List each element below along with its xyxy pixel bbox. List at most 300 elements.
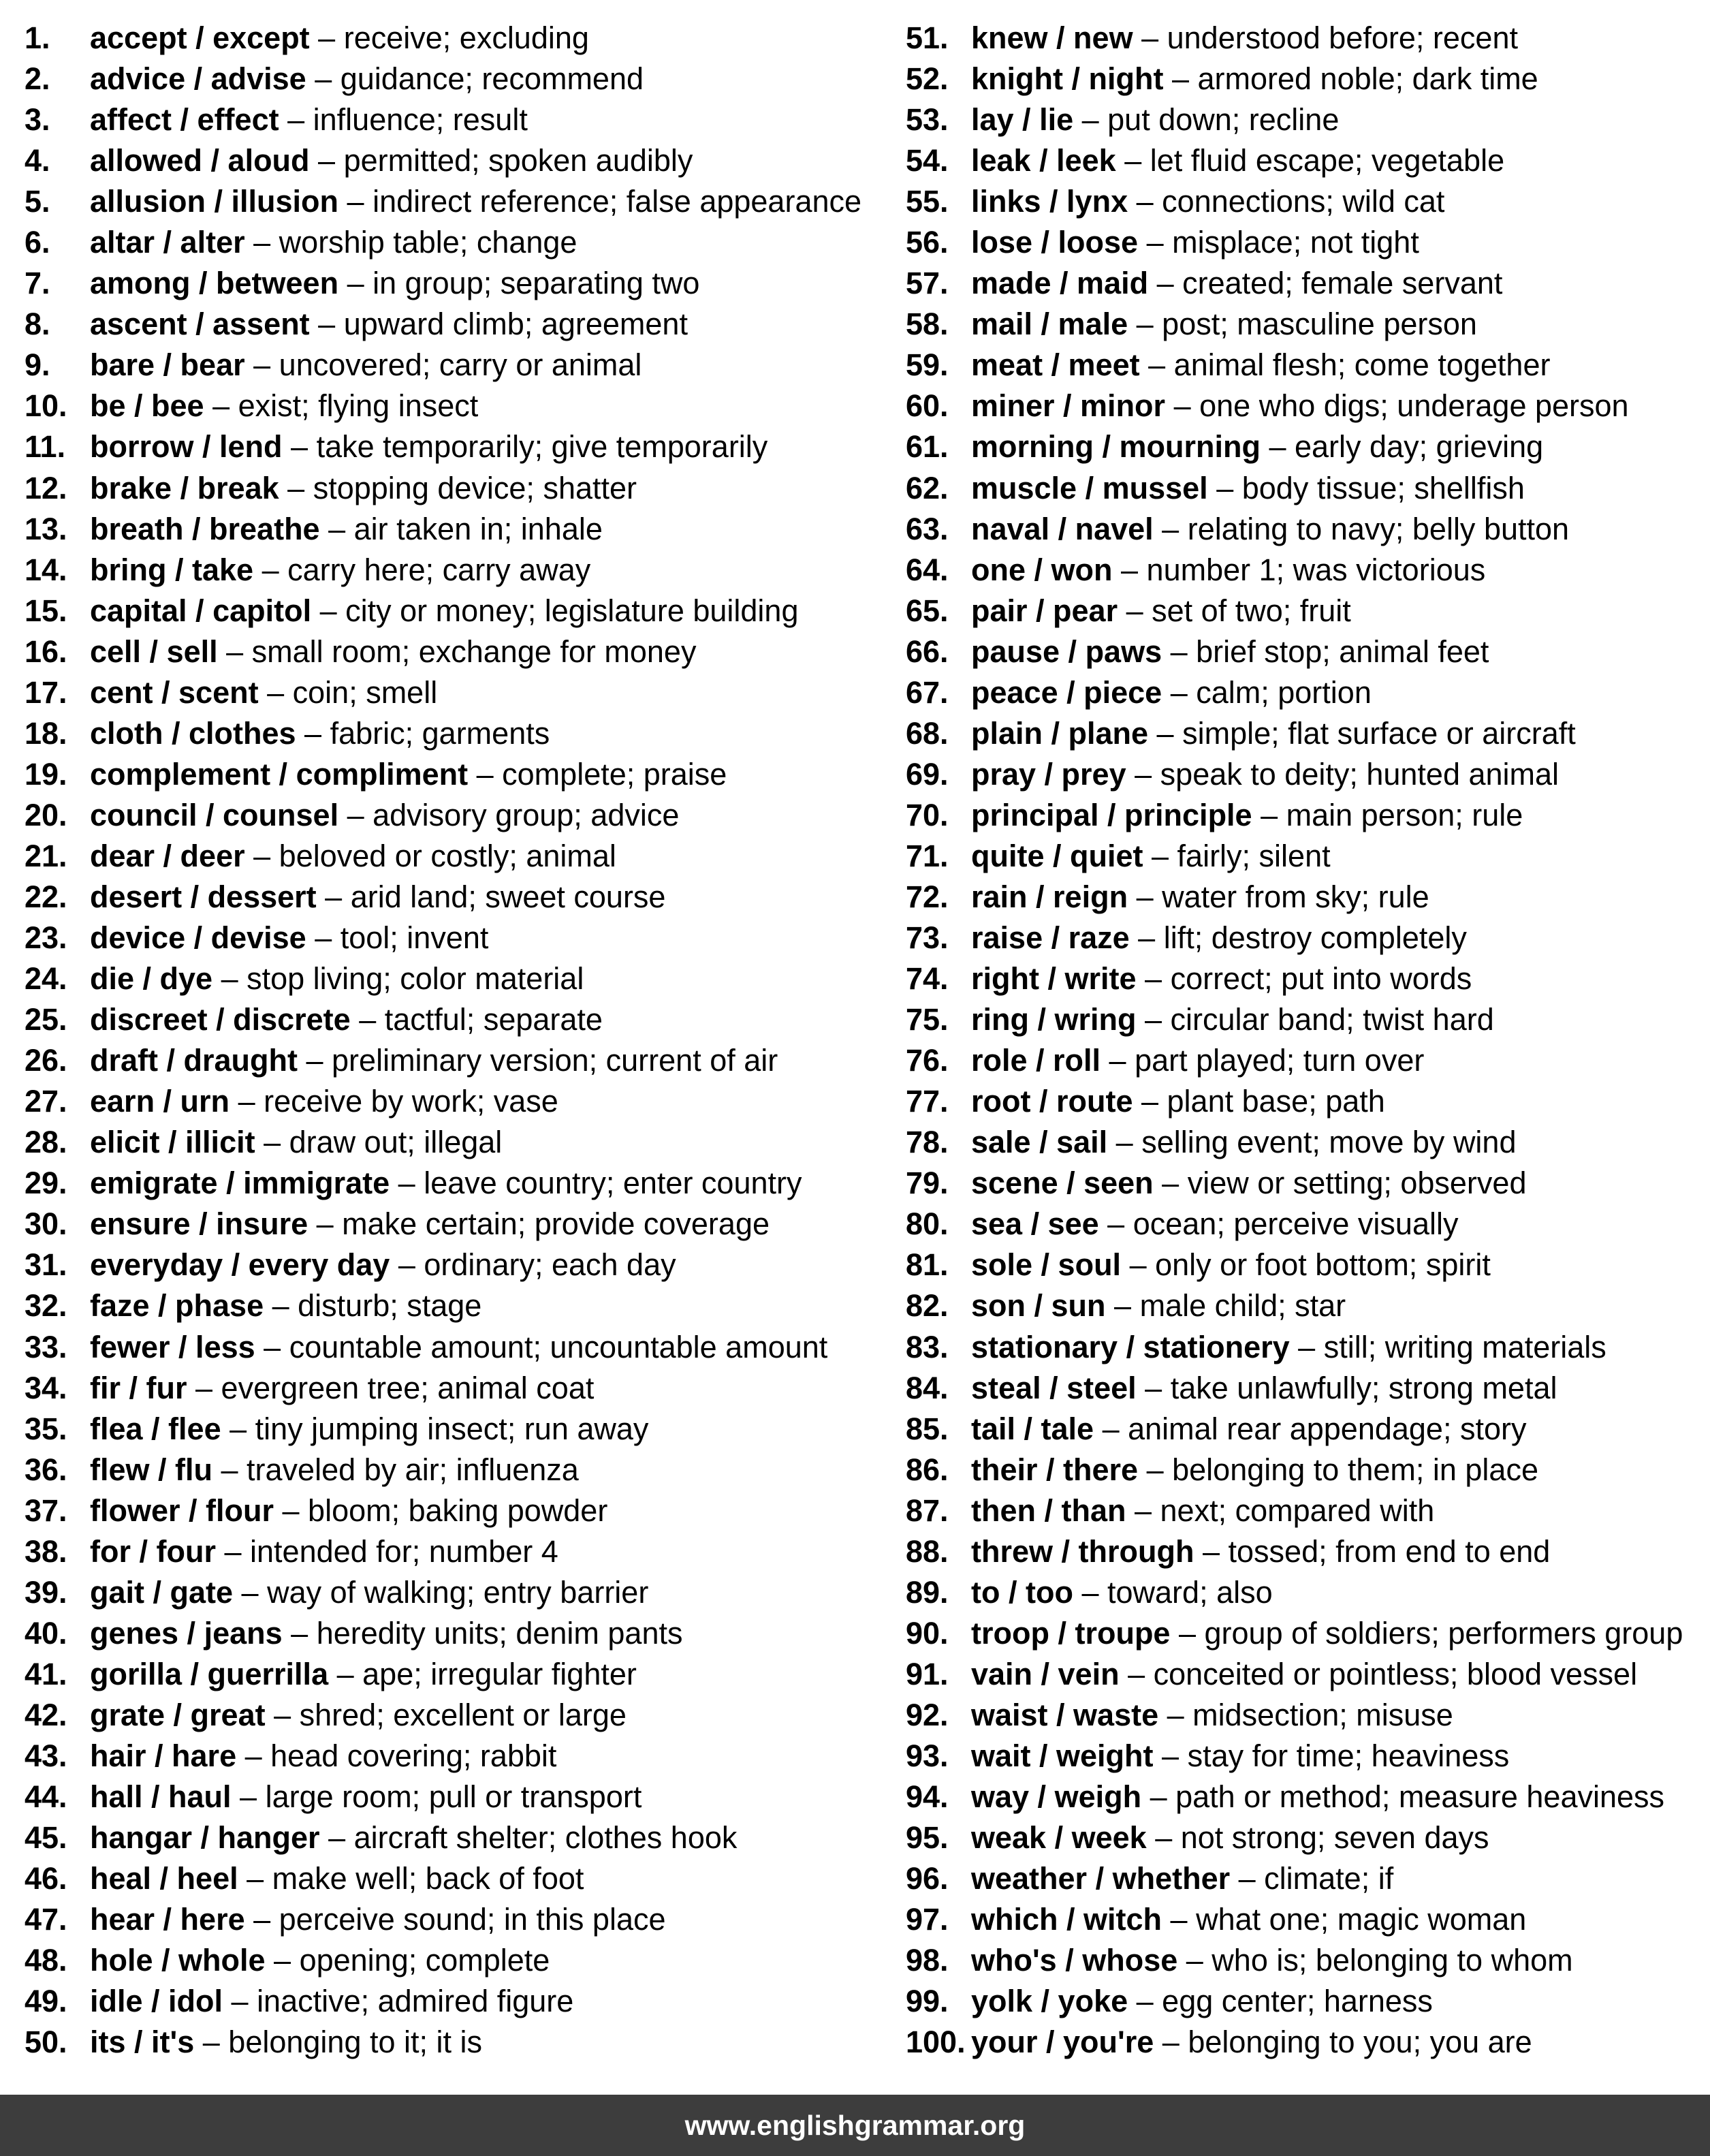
item-text	[971, 1531, 1550, 1572]
list-item	[906, 713, 1703, 754]
word-pair: bring / take	[90, 552, 254, 587]
word-pair: bare / bear	[90, 347, 245, 383]
item-number: 41.	[25, 1656, 67, 1691]
word-definition: exist; flying insect	[238, 388, 479, 424]
word-definition: heredity units; denim pants	[316, 1615, 683, 1651]
list-item	[906, 1531, 1703, 1572]
item-number: 8.	[25, 307, 50, 342]
list-item	[906, 1572, 1703, 1613]
word-definition: post; masculine person	[1162, 307, 1477, 342]
item-text	[90, 345, 642, 386]
word-definition: water from sky; rule	[1162, 879, 1429, 914]
item-text	[90, 958, 584, 999]
list-item	[25, 1490, 876, 1531]
item-number: 37.	[25, 1493, 67, 1528]
word-definition: animal rear appendage; story	[1128, 1411, 1527, 1446]
word-pair: quite / quiet	[971, 838, 1143, 873]
item-text	[971, 1040, 1424, 1081]
dash-separator: –	[1148, 715, 1183, 751]
item-text	[90, 1531, 558, 1572]
dash-separator: –	[1098, 1206, 1133, 1242]
word-pair: complement / compliment	[90, 756, 469, 792]
list-item	[906, 426, 1703, 467]
dash-separator: –	[233, 1574, 268, 1610]
word-pair: elicit / illicit	[90, 1125, 255, 1160]
item-text	[90, 999, 603, 1040]
dash-separator: –	[1153, 1738, 1188, 1773]
word-pair: made / maid	[971, 266, 1149, 301]
list-item	[25, 1736, 876, 1777]
list-item	[906, 1204, 1703, 1245]
word-pair: for / four	[90, 1533, 216, 1569]
item-text	[90, 1899, 666, 1940]
item-text	[90, 1368, 594, 1409]
list-item	[25, 591, 876, 631]
word-definition: put down; recline	[1107, 102, 1340, 138]
list-item	[25, 18, 876, 59]
dash-separator: –	[279, 102, 313, 138]
item-number: 29.	[25, 1166, 67, 1201]
item-number: 17.	[25, 674, 67, 710]
dash-separator: –	[338, 184, 373, 219]
list-item	[25, 550, 876, 591]
list-item	[25, 1531, 876, 1572]
item-number: 1.	[25, 20, 50, 55]
dash-separator: –	[338, 797, 373, 832]
item-number: 22.	[25, 879, 67, 914]
item-text	[90, 263, 699, 304]
item-number: 13.	[25, 511, 67, 546]
list-item	[906, 1981, 1703, 2022]
list-item	[25, 1695, 876, 1736]
word-definition: next; compared with	[1160, 1493, 1435, 1528]
dash-separator: –	[279, 470, 313, 505]
item-text	[971, 1817, 1489, 1858]
word-definition: belonging to it; it is	[228, 2025, 483, 2060]
item-number: 44.	[25, 1779, 67, 1815]
item-text	[90, 1081, 558, 1122]
word-pair: flew / flu	[90, 1452, 212, 1487]
word-pair: flea / flee	[90, 1411, 221, 1446]
dash-separator: –	[215, 1533, 251, 1569]
word-definition: ocean; perceive visually	[1133, 1206, 1459, 1242]
word-definition: receive by work; vase	[264, 1084, 558, 1119]
item-text	[90, 1285, 481, 1326]
word-pair: desert / dessert	[90, 879, 317, 914]
list-item	[906, 754, 1703, 795]
word-pair: knight / night	[971, 61, 1164, 97]
word-pair: way / weigh	[971, 1779, 1142, 1815]
dash-separator: –	[1128, 1984, 1162, 2019]
item-text	[971, 1409, 1526, 1450]
word-pair: earn / urn	[90, 1084, 230, 1119]
item-text	[971, 1122, 1517, 1163]
word-pair: allowed / aloud	[90, 143, 310, 178]
item-number: 85.	[906, 1411, 949, 1446]
list-item	[906, 836, 1703, 877]
list-item	[25, 1245, 876, 1285]
list-item	[25, 836, 876, 877]
word-pair: steal / steel	[971, 1370, 1137, 1405]
list-item	[25, 1981, 876, 2022]
item-text	[971, 958, 1472, 999]
word-definition: brief stop; animal feet	[1196, 634, 1489, 669]
item-number: 74.	[906, 961, 949, 997]
dash-separator: –	[1101, 1043, 1135, 1078]
item-number: 71.	[906, 838, 949, 873]
item-text	[90, 18, 589, 59]
item-text	[90, 222, 577, 263]
word-definition: advisory group; advice	[373, 797, 680, 832]
item-number: 95.	[906, 1820, 949, 1856]
item-text	[971, 18, 1518, 59]
item-text	[971, 1081, 1385, 1122]
item-number: 28.	[25, 1125, 67, 1160]
word-pair: capital / capitol	[90, 593, 312, 628]
dash-separator: –	[306, 61, 341, 97]
word-definition: inactive; admired figure	[257, 1984, 574, 2019]
word-definition: preliminary version; current of air	[332, 1043, 778, 1078]
list-item	[25, 426, 876, 467]
list-item	[906, 1327, 1703, 1368]
item-number: 57.	[906, 266, 949, 301]
word-definition: fairly; silent	[1177, 838, 1331, 873]
list-item	[25, 1654, 876, 1695]
item-number: 35.	[25, 1411, 67, 1446]
item-number: 81.	[906, 1247, 949, 1283]
word-pair: weak / week	[971, 1820, 1147, 1856]
list-item	[906, 1490, 1703, 1531]
word-definition: complete; praise	[502, 756, 727, 792]
item-text	[90, 1040, 778, 1081]
list-item	[25, 59, 876, 99]
item-number: 55.	[906, 184, 949, 219]
item-number: 91.	[906, 1656, 949, 1691]
word-pair: heal / heel	[90, 1861, 238, 1896]
item-number: 90.	[906, 1615, 949, 1651]
word-definition: misplace; not tight	[1172, 225, 1419, 260]
list-item	[906, 1245, 1703, 1285]
word-definition: plant base; path	[1167, 1084, 1385, 1119]
dash-separator: –	[1136, 1002, 1171, 1037]
list-item	[906, 140, 1703, 181]
item-text	[971, 1695, 1453, 1736]
word-pair: vain / vein	[971, 1656, 1120, 1691]
dash-separator: –	[1162, 674, 1197, 710]
item-number: 87.	[906, 1493, 949, 1528]
item-text	[90, 1450, 579, 1490]
item-number: 62.	[906, 470, 949, 505]
item-number: 69.	[906, 756, 949, 792]
item-number: 88.	[906, 1533, 949, 1569]
item-text	[90, 836, 616, 877]
item-text	[971, 509, 1569, 550]
dash-separator: –	[350, 1002, 385, 1037]
word-definition: path or method; measure heaviness	[1175, 1779, 1665, 1815]
item-number: 27.	[25, 1084, 67, 1119]
list-item	[25, 468, 876, 509]
item-number: 9.	[25, 347, 50, 383]
word-pair: son / sun	[971, 1288, 1106, 1324]
word-definition: guidance; recommend	[340, 61, 644, 97]
list-item	[906, 672, 1703, 713]
dash-separator: –	[194, 2025, 229, 2060]
word-pair: morning / mourning	[971, 429, 1261, 465]
word-pair: tail / tale	[971, 1411, 1094, 1446]
word-definition: toward; also	[1107, 1574, 1273, 1610]
list-item	[25, 1940, 876, 1981]
word-definition: city or money; legislature building	[345, 593, 799, 628]
item-text	[971, 836, 1331, 877]
list-item	[25, 386, 876, 426]
item-text	[971, 1899, 1526, 1940]
list-item	[25, 1899, 876, 1940]
item-number: 4.	[25, 143, 50, 178]
word-pair: its / it's	[90, 2025, 195, 2060]
word-definition: traveled by air; influenza	[247, 1452, 579, 1487]
item-text	[90, 1777, 642, 1817]
word-definition: permitted; spoken audibly	[343, 143, 693, 178]
list-item	[25, 304, 876, 345]
list-item	[906, 1858, 1703, 1899]
dash-separator: –	[319, 1820, 354, 1856]
item-number: 89.	[906, 1574, 949, 1610]
item-text	[971, 672, 1372, 713]
word-pair: links / lynx	[971, 184, 1128, 219]
item-text	[971, 59, 1538, 99]
dash-separator: –	[1128, 307, 1162, 342]
word-pair: muscle / mussel	[971, 470, 1208, 505]
word-pair: to / too	[971, 1574, 1073, 1610]
item-number: 84.	[906, 1370, 949, 1405]
word-pair: threw / through	[971, 1533, 1194, 1569]
item-number: 96.	[906, 1861, 949, 1896]
item-text	[971, 140, 1504, 181]
item-text	[90, 2022, 482, 2063]
list-item	[906, 1817, 1703, 1858]
item-number: 52.	[906, 61, 949, 97]
word-pair: ensure / insure	[90, 1206, 308, 1242]
word-definition: view or setting; observed	[1187, 1166, 1527, 1201]
dash-separator: –	[255, 1329, 289, 1364]
word-definition: speak to deity; hunted animal	[1160, 756, 1559, 792]
item-number: 15.	[25, 593, 67, 628]
dash-separator: –	[1170, 1615, 1205, 1651]
word-definition: number 1; was victorious	[1146, 552, 1486, 587]
item-text	[971, 918, 1467, 958]
dash-separator: –	[309, 20, 344, 55]
word-pair: plain / plane	[971, 715, 1149, 751]
word-pair: allusion / illusion	[90, 184, 339, 219]
item-text	[90, 591, 798, 631]
item-number: 99.	[906, 1984, 949, 2019]
word-definition: male child; star	[1139, 1288, 1346, 1324]
dash-separator: –	[282, 429, 317, 465]
word-pair: emigrate / immigrate	[90, 1166, 390, 1201]
item-number: 12.	[25, 470, 67, 505]
word-definition: belonging to you; you are	[1188, 2025, 1532, 2060]
dash-separator: –	[274, 1493, 308, 1528]
word-definition: egg center; harness	[1162, 1984, 1433, 2019]
word-pair: fewer / less	[90, 1329, 255, 1364]
word-pair: accept / except	[90, 20, 310, 55]
list-item	[906, 1940, 1703, 1981]
dash-separator: –	[212, 1452, 247, 1487]
item-number: 61.	[906, 429, 949, 465]
dash-separator: –	[265, 1697, 300, 1732]
word-pair: weather / whether	[971, 1861, 1231, 1896]
dash-separator: –	[1115, 143, 1150, 178]
word-pair: council / counsel	[90, 797, 339, 832]
word-definition: shred; excellent or large	[299, 1697, 627, 1732]
word-definition: coin; smell	[292, 674, 438, 710]
dash-separator: –	[223, 1984, 257, 2019]
word-pair: sole / soul	[971, 1247, 1122, 1283]
list-item	[906, 468, 1703, 509]
dash-separator: –	[1121, 1247, 1156, 1283]
list-item	[906, 958, 1703, 999]
word-pair: grate / great	[90, 1697, 266, 1732]
item-text	[971, 345, 1550, 386]
dash-separator: –	[338, 266, 373, 301]
item-number: 94.	[906, 1779, 949, 1815]
item-text	[971, 877, 1429, 918]
dash-separator: –	[1158, 1697, 1193, 1732]
item-text	[971, 1613, 1683, 1654]
item-number: 7.	[25, 266, 50, 301]
list-item	[25, 795, 876, 836]
word-definition: only or foot bottom; spirit	[1155, 1247, 1491, 1283]
word-pair: lay / lie	[971, 102, 1074, 138]
list-item	[906, 263, 1703, 304]
word-definition: stop living; color material	[247, 961, 584, 997]
word-definition: correct; put into words	[1170, 961, 1472, 997]
item-text	[90, 631, 696, 672]
item-number: 65.	[906, 593, 949, 628]
item-text	[971, 468, 1525, 509]
item-number: 3.	[25, 102, 50, 138]
word-definition: arid land; sweet course	[350, 879, 666, 914]
item-number: 53.	[906, 102, 949, 138]
list-item	[25, 1368, 876, 1409]
item-number: 39.	[25, 1574, 67, 1610]
dash-separator: –	[1073, 102, 1108, 138]
item-number: 63.	[906, 511, 949, 546]
dash-separator: –	[265, 1943, 300, 1978]
word-pair: peace / piece	[971, 674, 1162, 710]
dash-separator: –	[282, 1615, 317, 1651]
item-text	[90, 181, 861, 222]
word-pair: pair / pear	[971, 593, 1118, 628]
word-definition: large room; pull or transport	[265, 1779, 642, 1815]
list-item	[25, 345, 876, 386]
item-text	[971, 426, 1543, 467]
list-item	[25, 1450, 876, 1490]
list-item	[906, 181, 1703, 222]
item-text	[90, 1940, 550, 1981]
item-text	[971, 795, 1523, 836]
list-item	[906, 877, 1703, 918]
word-pair: pause / paws	[971, 634, 1162, 669]
word-definition: worship table; change	[279, 225, 577, 260]
item-text	[90, 1858, 584, 1899]
word-definition: let fluid escape; vegetable	[1150, 143, 1505, 178]
word-definition: leave country; enter country	[424, 1166, 802, 1201]
item-number: 20.	[25, 797, 67, 832]
list-item	[906, 1409, 1703, 1450]
dash-separator: –	[217, 634, 252, 669]
list-item	[25, 877, 876, 918]
item-number: 2.	[25, 61, 50, 97]
item-text	[90, 386, 478, 426]
word-pair: leak / leek	[971, 143, 1116, 178]
list-item	[906, 2022, 1703, 2063]
word-pair: among / between	[90, 266, 339, 301]
dash-separator: –	[311, 593, 346, 628]
item-text	[90, 1327, 827, 1368]
item-text	[971, 591, 1351, 631]
word-pair: advice / advise	[90, 61, 306, 97]
dash-separator: –	[1119, 1656, 1154, 1691]
dash-separator: –	[1073, 1574, 1107, 1610]
list-item	[906, 1368, 1703, 1409]
item-number: 86.	[906, 1452, 949, 1487]
footer-url[interactable]: www.englishgrammar.org	[684, 2109, 1026, 2141]
item-number: 54.	[906, 143, 949, 178]
item-number: 48.	[25, 1943, 67, 1978]
word-pair: sea / see	[971, 1206, 1099, 1242]
word-definition: one who digs; underage person	[1199, 388, 1629, 424]
word-pair: mail / male	[971, 307, 1128, 342]
word-pair: brake / break	[90, 470, 279, 505]
list-item	[25, 672, 876, 713]
item-number: 68.	[906, 715, 949, 751]
word-pair: miner / minor	[971, 388, 1166, 424]
dash-separator: –	[1126, 756, 1160, 792]
list-item	[25, 263, 876, 304]
dash-separator: –	[231, 1779, 266, 1815]
list-item	[25, 1081, 876, 1122]
dash-separator: –	[1154, 2025, 1188, 2060]
item-number: 76.	[906, 1043, 949, 1078]
dash-separator: –	[1136, 1370, 1171, 1405]
item-text	[90, 795, 679, 836]
item-number: 5.	[25, 184, 50, 219]
item-number: 19.	[25, 756, 67, 792]
list-item	[906, 1081, 1703, 1122]
word-pair: altar / alter	[90, 225, 245, 260]
dash-separator: –	[1141, 1779, 1176, 1815]
word-definition: connections; wild cat	[1162, 184, 1445, 219]
word-pair: dear / deer	[90, 838, 245, 873]
list-item	[906, 918, 1703, 958]
word-definition: conceited or pointless; blood vessel	[1153, 1656, 1638, 1691]
word-definition: not strong; seven days	[1180, 1820, 1489, 1856]
word-pair: hangar / hanger	[90, 1820, 320, 1856]
list-item	[25, 999, 876, 1040]
dash-separator: –	[1207, 470, 1242, 505]
item-number: 60.	[906, 388, 949, 424]
item-number: 66.	[906, 634, 949, 669]
word-pair: fir / fur	[90, 1370, 187, 1405]
dash-separator: –	[1133, 20, 1167, 55]
item-number: 100.	[906, 2025, 966, 2060]
dash-separator: –	[1126, 1493, 1160, 1528]
word-pair: rain / reign	[971, 879, 1128, 914]
word-pair: cent / scent	[90, 674, 259, 710]
item-text	[971, 1654, 1637, 1695]
dash-separator: –	[258, 674, 293, 710]
